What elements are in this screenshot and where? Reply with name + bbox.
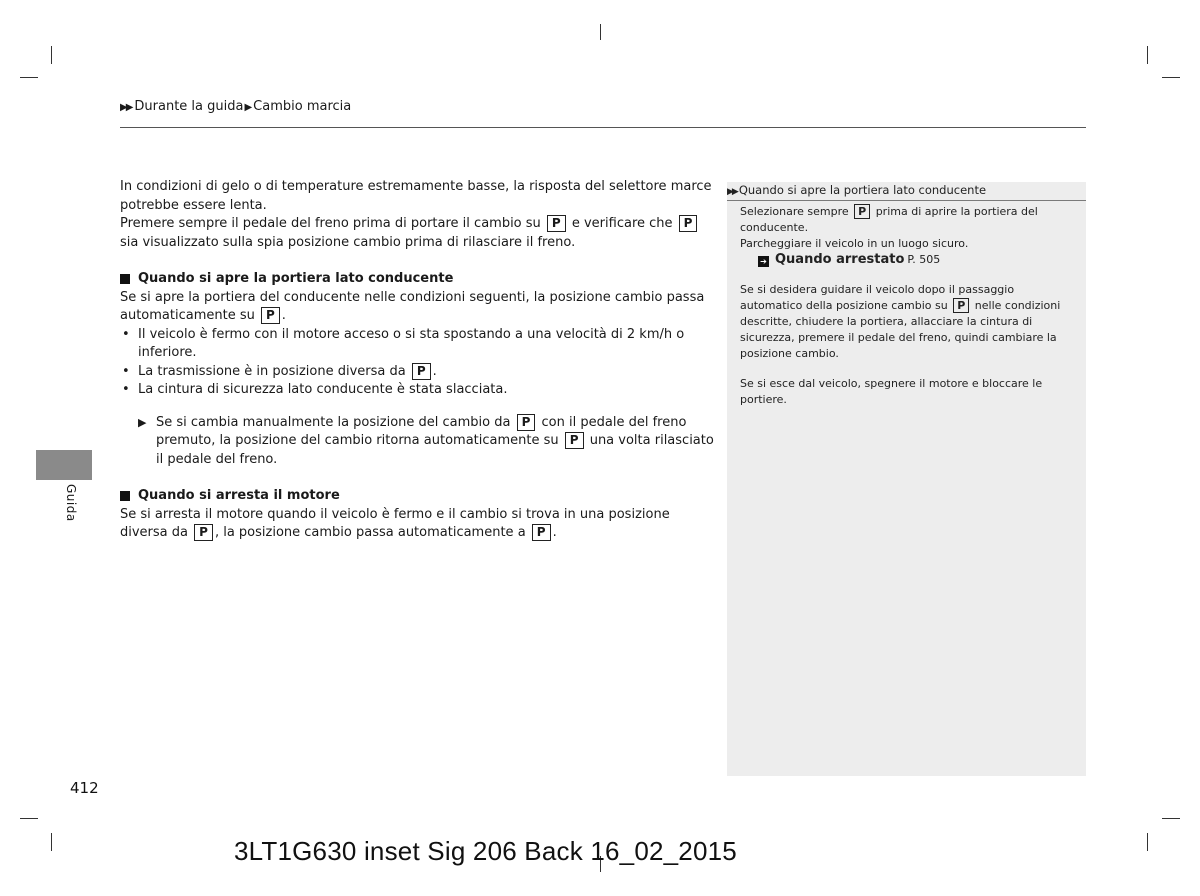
square-bullet-icon bbox=[120, 491, 130, 501]
p-key-icon: P bbox=[194, 524, 213, 541]
p-key-icon: P bbox=[532, 524, 551, 541]
crop-mark bbox=[1162, 77, 1180, 78]
text: Se si apre la portiera del conducente nelle condizioni seguenti, la posizione cambio passa automaticamente su bbox=[120, 289, 705, 323]
text: con il pedale del freno premuto, la posizione del cambio ritorna automaticamente su bbox=[156, 414, 687, 448]
section-heading-engine bbox=[120, 487, 715, 506]
crop-mark bbox=[1147, 833, 1148, 851]
arrow-icon: ▶ bbox=[244, 102, 253, 113]
intro-paragraph-1: In condizioni di gelo o di temperature estremamente basse, la risposta del selettore marce potrebbe essere lenta. bbox=[120, 179, 712, 213]
crop-mark bbox=[1162, 818, 1180, 819]
section-thumb-tab bbox=[36, 450, 92, 480]
reference-page[interactable]: P. 505 bbox=[907, 253, 941, 266]
crop-mark bbox=[600, 24, 601, 40]
breadcrumb bbox=[120, 99, 351, 114]
crop-mark bbox=[20, 77, 38, 78]
p-key-icon: P bbox=[565, 432, 584, 449]
side-paragraph-3 bbox=[740, 282, 1075, 362]
text: una volta rilasciato il pedale del freno. bbox=[156, 433, 714, 467]
text: , la posizione cambio passa automaticamente a bbox=[214, 525, 526, 540]
bullet-icon: • bbox=[122, 363, 130, 379]
p-key-icon: P bbox=[412, 363, 431, 380]
side-panel-title bbox=[727, 182, 1086, 201]
double-arrow-icon: ▶▶ bbox=[727, 187, 737, 197]
conditions-list bbox=[120, 326, 715, 400]
print-slug: 3LT1G630 inset Sig 206 Back 16_02_2015 bbox=[234, 836, 737, 866]
page-number: 412 bbox=[70, 779, 99, 797]
triangle-arrow-icon: ▶ bbox=[138, 415, 147, 429]
text: Il veicolo è fermo con il motore acceso o si sta spostando a una velocità di 2 km/h o inferiore. bbox=[138, 326, 685, 360]
bullet-icon: • bbox=[122, 382, 130, 397]
p-key-icon: P bbox=[854, 204, 870, 219]
bullet-icon: • bbox=[122, 326, 130, 342]
text: La trasmissione è in posizione diversa da bbox=[138, 363, 406, 379]
text: Selezionare sempre bbox=[740, 205, 849, 218]
text: sia visualizzato sulla spia posizione cambio prima di rilasciare il freno. bbox=[120, 234, 576, 250]
p-key-icon: P bbox=[547, 215, 566, 232]
p-key-icon: P bbox=[953, 298, 969, 313]
text: . bbox=[432, 363, 437, 379]
text: Se si desidera guidare il veicolo dopo il passaggio automatico della posizione cambio su bbox=[740, 283, 1015, 312]
square-bullet-icon bbox=[120, 274, 130, 284]
reference-label[interactable]: Quando arrestato bbox=[775, 252, 905, 267]
section-heading-door bbox=[120, 270, 715, 289]
text: Se si arresta il motore quando il veicolo è fermo e il cambio si trova in una posizione diversa da bbox=[120, 506, 670, 540]
list-item bbox=[120, 363, 715, 382]
crop-mark bbox=[1147, 46, 1148, 64]
crop-mark bbox=[51, 833, 52, 851]
side-notes-panel bbox=[727, 182, 1086, 776]
text: . bbox=[552, 525, 557, 540]
reference-arrow-icon: ➔ bbox=[758, 256, 769, 267]
text: Premere sempre il pedale del freno prima di portare il cambio su bbox=[120, 216, 541, 231]
title-text: Quando si apre la portiera lato conducente bbox=[738, 183, 987, 197]
double-arrow-icon: ▶▶ bbox=[120, 102, 132, 113]
side-paragraph-2: Parcheggiare il veicolo in un luogo sicuro. bbox=[740, 237, 969, 250]
section-door-paragraph bbox=[120, 289, 715, 326]
intro-paragraph-2 bbox=[120, 215, 715, 252]
heading-text: Quando si apre la portiera lato conducente bbox=[138, 271, 454, 286]
section-engine-paragraph bbox=[120, 506, 715, 543]
p-key-icon: P bbox=[679, 215, 698, 232]
crop-mark bbox=[51, 46, 52, 64]
text: prima di aprire la portiera del conducente. bbox=[740, 205, 1038, 234]
list-item bbox=[120, 381, 715, 400]
header-divider bbox=[120, 127, 1086, 128]
p-key-icon: P bbox=[261, 307, 280, 324]
list-item bbox=[120, 326, 715, 363]
side-paragraph-4: Se si esce dal veicolo, spegnere il motore e bloccare le portiere. bbox=[740, 377, 1043, 406]
p-key-icon: P bbox=[517, 414, 536, 431]
section-tab-label: Guida bbox=[64, 484, 78, 522]
breadcrumb-item-cambio-marcia[interactable]: Cambio marcia bbox=[253, 99, 352, 114]
heading-text: Quando si arresta il motore bbox=[138, 488, 340, 503]
main-content bbox=[120, 178, 715, 543]
note-paragraph bbox=[120, 414, 715, 470]
side-paragraph-1 bbox=[740, 204, 1075, 236]
crop-mark bbox=[20, 818, 38, 819]
text: Se si cambia manualmente la posizione del cambio da bbox=[156, 414, 511, 430]
breadcrumb-item-durante-la-guida[interactable]: Durante la guida bbox=[134, 99, 244, 114]
text: La cintura di sicurezza lato conducente è stata slacciata. bbox=[138, 382, 508, 397]
cross-reference-link[interactable] bbox=[740, 252, 1075, 268]
text: nelle condizioni descritte, chiudere la portiera, allacciare la cintura di sicurezza, premere il pedale del freno, quindi cambiare la posizione cambio. bbox=[740, 299, 1061, 360]
text: e verificare che bbox=[571, 216, 673, 231]
side-panel-body bbox=[740, 204, 1075, 408]
text: . bbox=[281, 308, 286, 323]
